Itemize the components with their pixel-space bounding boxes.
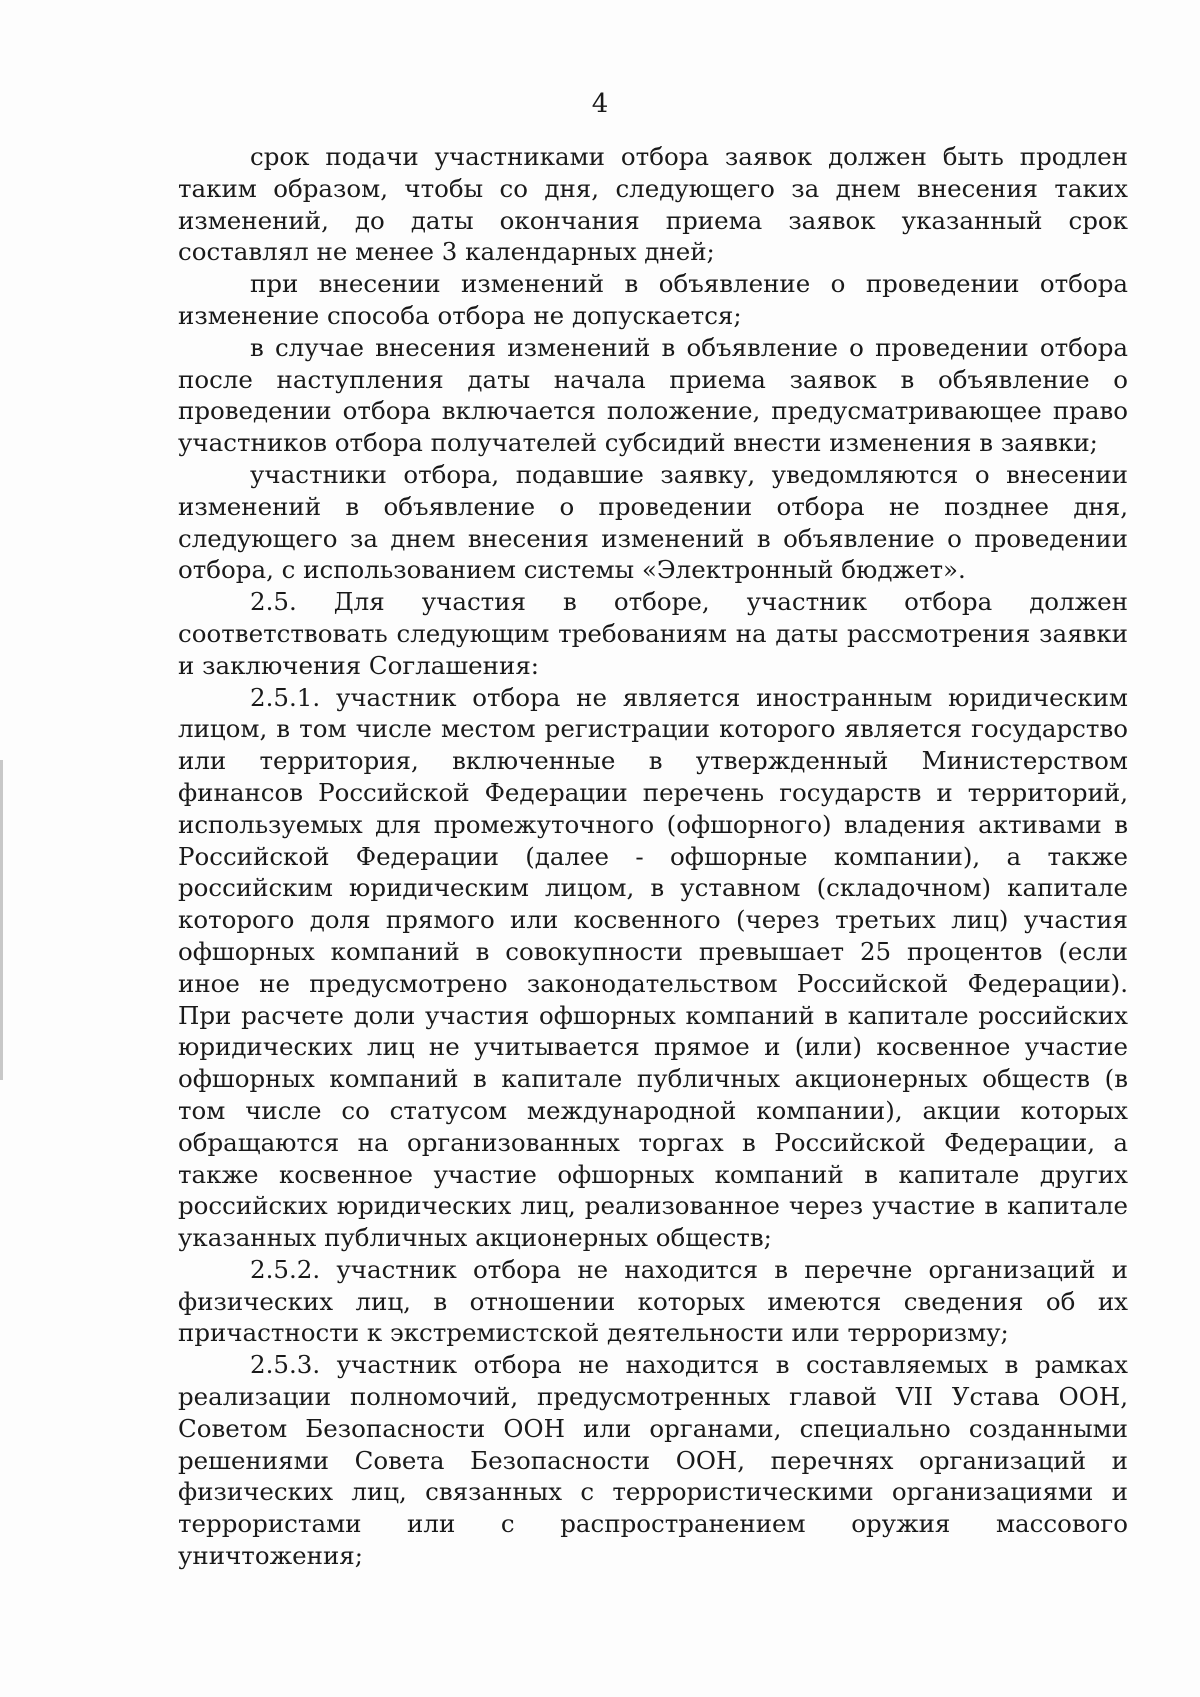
paragraph-method-change: при внесении изменений в объявление о проведении отбора изменение способа отбора не допускается; bbox=[178, 269, 1128, 330]
paragraph-2-5-3-un-lists: 2.5.3. участник отбора не находится в составляемых в рамках реализации полномочий, предусмотренных главой VII Устава ООН, Советом Безопасности ООН или органами, специально созданными решениями Совета Безопасности ООН, перечнях организаций и физических лиц, связанных с террористическими организациями и террористами или с распространением оружия массового уничтожения; bbox=[178, 1350, 1128, 1571]
paragraph-participant-notification: участники отбора, подавшие заявку, уведомляются о внесении изменений в объявление о проведении отбора не позднее дня, следующего за днем внесения изменений в объявление о проведении отбора, с использованием системы «Электронный бюджет». bbox=[178, 459, 1128, 585]
paragraph-2-5-requirements: 2.5. Для участия в отборе, участник отбора должен соответствовать следующим требованиям на даты рассмотрения заявки и заключения Соглашения: bbox=[178, 587, 1128, 680]
paragraph-changes-after-start: в случае внесения изменений в объявление о проведении отбора после наступления даты начала приема заявок в объявление о проведении отбора включается положение, предусматривающее право участников отбора получателей субсидий внести изменения в заявки; bbox=[178, 332, 1128, 458]
page-number: 4 bbox=[591, 89, 609, 119]
document-body bbox=[178, 141, 1128, 1572]
paragraph-deadline-extension: срок подачи участниками отбора заявок должен быть продлен таким образом, чтобы со дня, следующего за днем внесения таких изменений, до даты окончания приема заявок указанный срок составлял не менее 3 календарных дней; bbox=[178, 142, 1128, 267]
paragraph-2-5-1-offshore: 2.5.1. участник отбора не является иностранным юридическим лицом, в том числе местом регистрации которого является государство или территория, включенные в утвержденный Министерством финансов Российской Федерации перечень государств и территорий, используемых для промежуточного (офшорного) владения активами в Российской Федерации (далее - офшорные компании), а также российским юридическим лицом, в уставном (складочном) капитале которого доля прямого или косвенного (через третьих лиц) участия офшорных компаний в совокупности превышает 25 процентов (если иное не предусмотрено законодательством Российской Федерации). При расчете доли участия офшорных компаний в капитале российских юридических лиц не учитывается прямое и (или) косвенное участие офшорных компаний в капитале публичных акционерных обществ (в том числе со статусом международной компании), акции которых обращаются на организованных торгах в Российской Федерации, а также косвенное участие офшорных компаний в капитале других российских юридических лиц, реализованное через участие в капитале указанных публичных акционерных обществ; bbox=[178, 682, 1128, 1253]
paragraph-2-5-2-extremism: 2.5.2. участник отбора не находится в перечне организаций и физических лиц, в отношении которых имеются сведения об их причастности к экстремистской деятельности или терроризму; bbox=[178, 1254, 1128, 1348]
scan-edge-shadow bbox=[0, 760, 3, 1080]
